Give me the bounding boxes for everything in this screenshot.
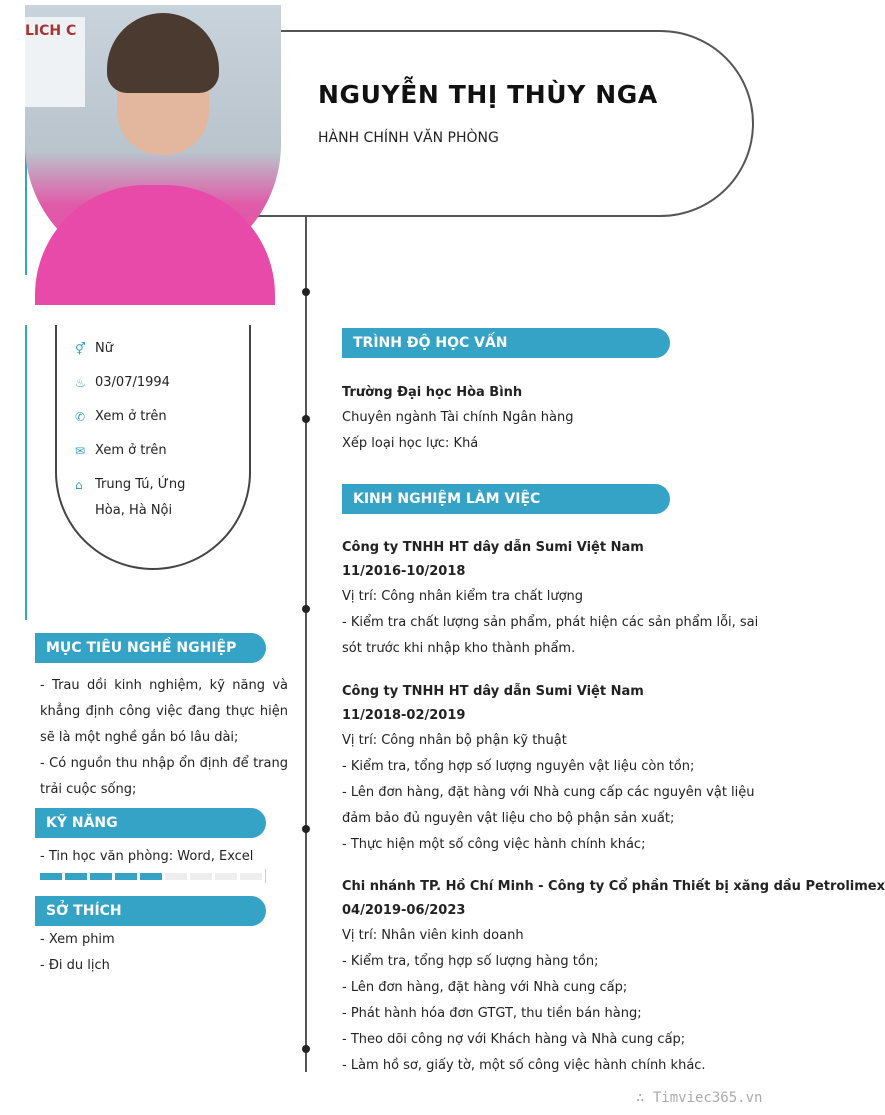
- job-duty: - Kiểm tra, tổng hợp số lượng hàng tồn;: [342, 954, 599, 969]
- job-company: Chi nhánh TP. Hồ Chí Minh - Công ty Cổ phần Thiết bị xăng dầu Petrolimex: [342, 879, 885, 894]
- photo-hair: [107, 13, 219, 93]
- home-icon: ⌂: [75, 478, 83, 492]
- job-period: 11/2018-02/2019: [342, 708, 466, 723]
- job-position: Vị trí: Nhân viên kinh doanh: [342, 928, 524, 943]
- watermark: ∴ Timviec365.vn: [636, 1090, 763, 1106]
- timeline-dot: [302, 605, 310, 613]
- info-email: [75, 442, 167, 464]
- education-school: Trường Đại học Hòa Bình: [342, 385, 523, 400]
- timeline-line: [305, 217, 307, 1072]
- skills-heading: KỸ NĂNG: [35, 808, 266, 838]
- left-accent-line-lower: [25, 325, 27, 620]
- job-duty: - Theo dõi công nợ với Khách hàng và Nhà cung cấp;: [342, 1032, 686, 1047]
- timeline-dot: [302, 288, 310, 296]
- info-address-text: Trung Tú, Ứng Hòa, Hà Nội: [95, 477, 186, 518]
- education-heading: TRÌNH ĐỘ HỌC VẤN: [342, 328, 670, 358]
- skill-bar-segment: [165, 873, 187, 880]
- skill-bar-segment: [40, 873, 62, 880]
- skill-bar-segment: [190, 873, 212, 880]
- info-gender: [75, 340, 113, 362]
- photo-sign-text: LICH C: [25, 23, 77, 39]
- skill-bar-segment: [115, 873, 137, 880]
- objective-line: - Trau dồi kinh nghiệm, kỹ năng và khẳng định công việc đang thực hiện sẽ là một nghề gắn bó lâu dài;: [40, 678, 288, 745]
- job-duty: - Lên đơn hàng, đặt hàng với Nhà cung cấp;: [342, 980, 628, 995]
- skill-bar-segment: [140, 873, 162, 880]
- info-phone-text: Xem ở trên: [95, 409, 167, 424]
- profile-photo: [25, 5, 281, 272]
- job-period: 11/2016-10/2018: [342, 564, 466, 579]
- job-duty: - Kiểm tra chất lượng sản phẩm, phát hiện các sản phẩm lỗi, sai sót trước khi nhập kho thành phẩm.: [342, 615, 759, 656]
- hobby-item: - Xem phim: [40, 932, 115, 947]
- skill-bar-segment: [240, 873, 262, 880]
- email-icon: ✉: [75, 444, 86, 458]
- objective-line: - Có nguồn thu nhập ổn định để trang trải cuộc sống;: [40, 756, 288, 797]
- hobby-item: - Đi du lịch: [40, 958, 110, 973]
- education-grade: Xếp loại học lực: Khá: [342, 436, 479, 451]
- job-company: Công ty TNHH HT dây dẫn Sumi Việt Nam: [342, 540, 644, 555]
- hobbies-heading: SỞ THÍCH: [35, 896, 266, 926]
- objective-heading: MỤC TIÊU NGHỀ NGHIỆP: [35, 633, 266, 663]
- candidate-name: NGUYỄN THỊ THÙY NGA: [318, 80, 658, 109]
- skill-bar-segment: [65, 873, 87, 880]
- info-gender-text: Nữ: [95, 341, 113, 356]
- info-phone: [75, 408, 167, 430]
- job-position: Vị trí: Công nhân bộ phận kỹ thuật: [342, 733, 567, 748]
- birthday-cake-icon: ♨: [75, 376, 86, 390]
- skill-bar-segment: [90, 873, 112, 880]
- gender-icon: ⚥: [75, 342, 86, 356]
- info-birthday: [75, 374, 170, 396]
- info-email-text: Xem ở trên: [95, 443, 167, 458]
- education-major: Chuyên ngành Tài chính Ngân hàng: [342, 410, 574, 425]
- timeline-dot: [302, 825, 310, 833]
- job-duty: - Lên đơn hàng, đặt hàng với Nhà cung cấp các nguyên vật liệu đảm bảo đủ nguyên vật liệu cho bộ phận sản xuất;: [342, 785, 755, 826]
- photo-shirt: [35, 185, 275, 305]
- timeline-dot: [302, 1045, 310, 1053]
- job-position: Vị trí: Công nhân kiểm tra chất lượng: [342, 589, 584, 604]
- info-birthday-text: 03/07/1994: [95, 375, 170, 390]
- info-address: [75, 476, 195, 524]
- skill-bar-end: [265, 869, 266, 883]
- skill-level-bar: [40, 873, 266, 880]
- job-duty: - Kiểm tra, tổng hợp số lượng nguyên vật liệu còn tồn;: [342, 759, 695, 774]
- job-duty: - Làm hồ sơ, giấy tờ, một số công việc hành chính khác.: [342, 1058, 706, 1073]
- job-company: Công ty TNHH HT dây dẫn Sumi Việt Nam: [342, 684, 644, 699]
- skill-bar-segment: [215, 873, 237, 880]
- job-duty: - Thực hiện một số công việc hành chính khác;: [342, 837, 646, 852]
- phone-icon: ✆: [75, 410, 86, 424]
- candidate-title: HÀNH CHÍNH VĂN PHÒNG: [318, 130, 499, 146]
- experience-heading: KINH NGHIỆM LÀM VIỆC: [342, 484, 670, 514]
- skill-name: - Tin học văn phòng: Word, Excel: [40, 849, 254, 864]
- timeline-dot: [302, 415, 310, 423]
- job-duty: - Phát hành hóa đơn GTGT, thu tiền bán hàng;: [342, 1006, 642, 1021]
- job-period: 04/2019-06/2023: [342, 903, 466, 918]
